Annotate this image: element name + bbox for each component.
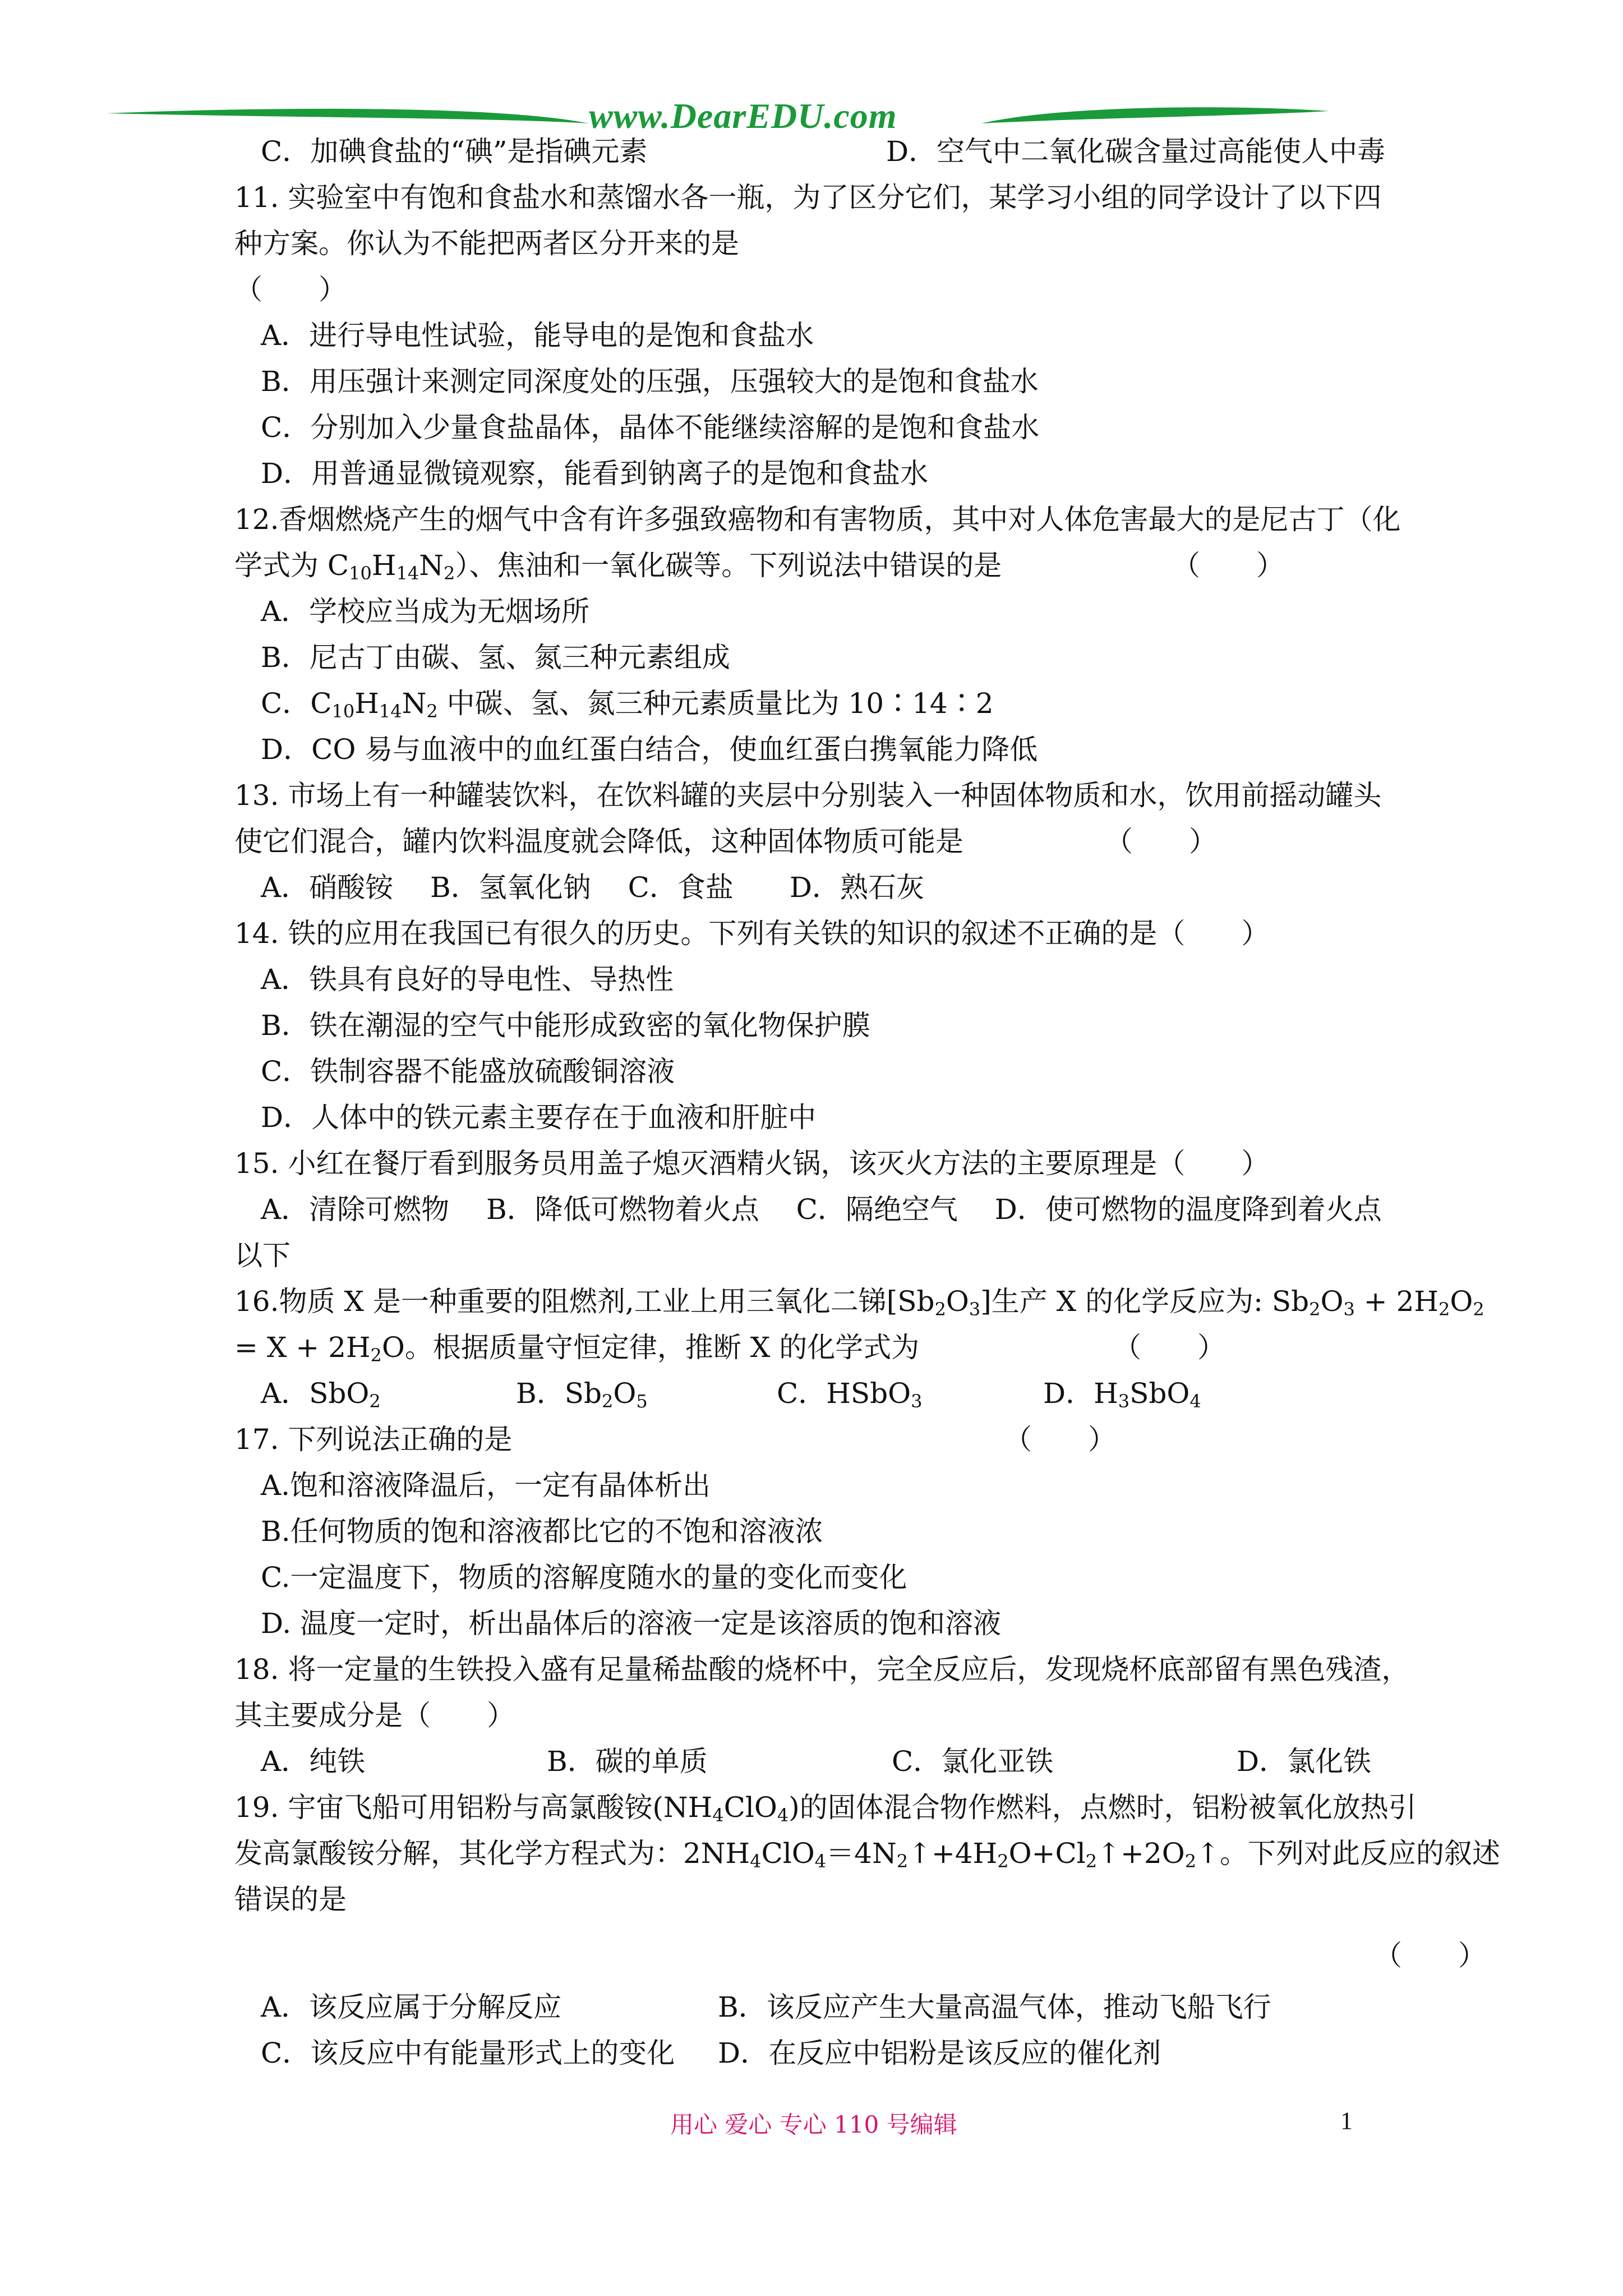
q19-answer-bracket: （ ） <box>1374 1939 1486 1972</box>
q18-option-a: A．纯铁 <box>261 1745 366 1778</box>
q12-option-d: D．CO 易与血液中的血红蛋白结合，使血红蛋白携氧能力降低 <box>261 733 1038 766</box>
q11-option-d: D．用普通显微镜观察，能看到钠离子的是饱和食盐水 <box>261 457 929 490</box>
q11-option-c: C．分别加入少量食盐晶体，晶体不能继续溶解的是饱和食盐水 <box>261 411 1040 444</box>
q14-option-a: A．铁具有良好的导电性、导热性 <box>261 963 674 996</box>
q12-option-c: C．$C_{10}H_{14}N_2$ 中碳、氢、氮三种元素质量比为 10∶14∶2 <box>261 687 994 722</box>
q11-stem-line1: 11. 实验室中有饱和食盐水和蒸馏水各一瓶，为了区分它们，某学习小组的同学设计了以下四 <box>234 181 1382 214</box>
q12-stem-line1: 12.香烟燃烧产生的烟气中含有许多强致癌物和有害物质，其中对人体危害最大的是尼古丁（化 <box>234 503 1401 536</box>
q15-options-wrap: 以下 <box>234 1239 291 1272</box>
q14-option-b: B．铁在潮湿的空气中能形成致密的氧化物保护膜 <box>261 1009 870 1042</box>
q16-option-c: C．HSbO$_3$ <box>777 1377 923 1412</box>
q18-stem-line1: 18. 将一定量的生铁投入盛有足量稀盐酸的烧杯中，完全反应后，发现烧杯底部留有黑色残渣， <box>234 1653 1410 1686</box>
q13-stem-line1: 13. 市场上有一种罐装饮料，在饮料罐的夹层中分别装入一种固体物质和水，饮用前摇动罐头 <box>234 779 1382 812</box>
q19-stem-line1: 19. 宇宙飞船可用铝粉与高氯酸铵$(NH_4ClO_4)$的固体混合物作燃料，点燃时，铝粉被氧化放热引 <box>234 1791 1417 1826</box>
q16-option-b: B．$Sb_2O_5$ <box>516 1377 648 1412</box>
q17-option-d: D. 温度一定时，析出晶体后的溶液一定是该溶质的饱和溶液 <box>261 1607 1002 1640</box>
q12-option-b: B．尼古丁由碳、氢、氮三种元素组成 <box>261 641 730 674</box>
q11-option-a: A．进行导电性试验，能导电的是饱和食盐水 <box>261 319 814 352</box>
q17-option-b: B.任何物质的饱和溶液都比它的不饱和溶液浓 <box>261 1515 823 1548</box>
q18-option-b: B．碳的单质 <box>547 1745 708 1778</box>
q17-stem: 17. 下列说法正确的是 <box>234 1423 513 1456</box>
q19-stem-line2: 发高氯酸铵分解，其化学方程式为：$2NH_4ClO_4=4N_2↑+4H_2O+Cl_2↑+2O_2↑$。下列对此反应的叙述 <box>234 1837 1500 1872</box>
q16-option-d: D．$H_3SbO_4$ <box>1043 1377 1201 1412</box>
q14-option-d: D．人体中的铁元素主要存在于血液和肝脏中 <box>261 1101 817 1134</box>
site-watermark: www.DearEDU.com <box>589 96 897 136</box>
q11-stem-line2: 种方案。你认为不能把两者区分开来的是 <box>234 227 739 260</box>
q19-option-c: C．该反应中有能量形式上的变化 <box>261 2037 675 2069</box>
q12-option-a: A．学校应当成为无烟场所 <box>261 595 590 628</box>
q13-options: A．硝酸铵 B．氢氧化钠 C．食盐 D．熟石灰 <box>261 871 924 904</box>
q14-stem: 14. 铁的应用在我国已有很久的历史。下列有关铁的知识的叙述不正确的是（ ） <box>234 917 1270 950</box>
q16-option-a: A．SbO$_2$ <box>261 1377 381 1412</box>
page-number: 1 <box>1340 2107 1353 2134</box>
q18-option-c: C．氯化亚铁 <box>892 1745 1054 1778</box>
q10-option-d: D．空气中二氧化碳含量过高能使人中毒 <box>886 135 1386 168</box>
q12-stem-line2: 学式为 $C_{10}H_{14}N_2$）、焦油和一氧化碳等。下列说法中错误的是 <box>234 549 1002 584</box>
q14-option-c: C．铁制容器不能盛放硫酸铜溶液 <box>261 1055 675 1088</box>
page-footer: 用心 爱心 专心 110 号编辑 <box>670 2111 957 2138</box>
q10-option-c: C．加碘食盐的“碘”是指碘元素 <box>261 135 648 168</box>
q16-stem-line1: 16.物质 X 是一种重要的阻燃剂,工业上用三氧化二锑$[Sb_2O_3]$生产 X 的化学反应为: $Sb_2O_3 + 2H_2O_2$ <box>234 1285 1484 1320</box>
q13-stem-line2: 使它们混合，罐内饮料温度就会降低，这种固体物质可能是 <box>234 825 963 858</box>
q12-answer-bracket: （ ） <box>1172 549 1284 582</box>
q16-answer-bracket: （ ） <box>1113 1331 1225 1364</box>
q15-stem: 15. 小红在餐厅看到服务员用盖子熄灭酒精火锅，该灭火方法的主要原理是（ ） <box>234 1147 1270 1180</box>
q18-option-d: D．氯化铁 <box>1237 1745 1372 1778</box>
q15-options: A．清除可燃物 B．降低可燃物着火点 C．隔绝空气 D．使可燃物的温度降到着火点 <box>261 1193 1382 1226</box>
q17-answer-bracket: （ ） <box>1004 1423 1116 1456</box>
q17-option-a: A.饱和溶液降温后，一定有晶体析出 <box>261 1469 711 1502</box>
q19-option-a: A．该反应属于分解反应 <box>261 1991 562 2023</box>
q11-option-b: B．用压强计来测定同深度处的压强，压强较大的是饱和食盐水 <box>261 365 1039 398</box>
q19-option-d: D．在反应中铝粉是该反应的催化剂 <box>718 2037 1161 2069</box>
q19-option-b: B．该反应产生大量高温气体，推动飞船飞行 <box>718 1991 1271 2023</box>
q17-option-c: C.一定温度下，物质的溶解度随水的量的变化而变化 <box>261 1561 907 1594</box>
q16-stem-line2: = $X + 2H_2O$。根据质量守恒定律，推断 X 的化学式为 <box>234 1331 920 1366</box>
q18-stem-line2: 其主要成分是（ ） <box>234 1699 515 1732</box>
q11-answer-bracket: （ ） <box>234 273 347 306</box>
q19-stem-line3: 错误的是 <box>234 1883 347 1916</box>
q13-answer-bracket: （ ） <box>1105 825 1217 858</box>
